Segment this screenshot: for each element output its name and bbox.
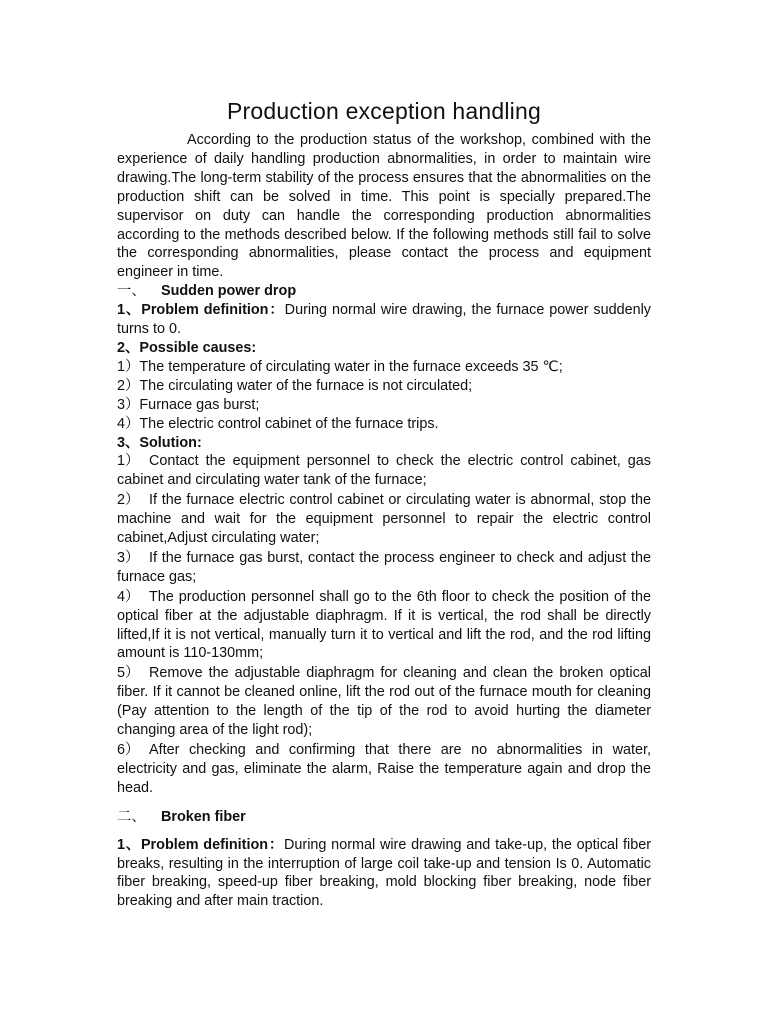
solution-item-4: 4） The production personnel shall go to the 6th floor to check the position of the optical fiber at the adjustable diaphragm. If it is vertical, the rod shall be directly lifted,If it is not vertical, manually turn it to vertical and lift the rod, and the rod lifting amount is 110-130mm; <box>117 588 651 662</box>
solution-item-6: 6） After checking and confirming that there are no abnormalities in water, electricity and gas, eliminate the alarm, Raise the temperature again and drop the head. <box>117 742 651 796</box>
section-1-definition <box>117 301 651 339</box>
cause-item-4: 4）The electric control cabinet of the furnace trips. <box>117 415 439 432</box>
section-1-causes-heading: 2、Possible causes: <box>117 339 257 356</box>
solution-item-2: 2） If the furnace electric control cabinet or circulating water is abnormal, stop the machine and wait for the equipment personnel to repair the electric control cabinet,Adjust circulating water; <box>117 492 651 547</box>
section-1-heading <box>117 282 651 301</box>
document-page <box>117 96 651 911</box>
page-title: Production exception handling <box>227 98 541 124</box>
section-2-definition-label: 1、Problem definition： <box>117 836 285 853</box>
cause-item-2: 2）The circulating water of the furnace is not circulated; <box>117 377 473 394</box>
cause-item-3: 3）Furnace gas burst; <box>117 396 260 413</box>
section-1-solution-heading: 3、Solution: <box>117 434 202 451</box>
section-2-number: 二、 <box>117 808 146 825</box>
section-2-title: Broken fiber <box>161 808 246 825</box>
solution-item-3: 3） If the furnace gas burst, contact the process engineer to check and adjust the furnace gas; <box>117 549 651 585</box>
section-1-title: Sudden power drop <box>161 283 297 300</box>
section-1-definition-label: 1、Problem definition： <box>117 302 285 319</box>
section-1-number: 一、 <box>117 283 146 300</box>
section-2-definition-text: During normal wire drawing and take-up, the optical fiber breaks, resulting in the interruption of large coil take-up and tension Is 0. Automatic fiber breaking, speed-up fiber breaking, mold blocking fiber breaking, node fiber breaking and after main traction. <box>117 836 652 910</box>
section-1-definition-text: During normal wire drawing, the furnace power suddenly turns to 0. <box>117 302 652 338</box>
solution-item-5: 5） Remove the adjustable diaphragm for cleaning and clean the broken optical fiber. If it cannot be cleaned online, lift the rod out of the furnace mouth for cleaning (Pay attention to the length of the tip of the rod to avoid hurting the diameter changing area of the light rod); <box>117 665 651 739</box>
cause-item-1: 1）The temperature of circulating water in the furnace exceeds 35 ℃; <box>117 358 563 375</box>
solution-item-1: 1） Contact the equipment personnel to check the electric control cabinet, gas cabinet and circulating water tank of the furnace; <box>117 453 651 489</box>
section-2-definition <box>117 836 651 912</box>
section-2-heading <box>117 808 651 827</box>
intro-paragraph: According to the production status of the workshop, combined with the experience of daily handling production abnormalities, in order to maintain wire drawing.The long-term stability of the process ensures that the abnormalities on the production shift can be solved in time. This point is specially prepared.The supervisor on duty can handle the corresponding production abnormalities according to the methods described below. If the following methods still fail to solve the corresponding abnormalities, please contact the process and equipment engineer in time. <box>117 132 651 281</box>
